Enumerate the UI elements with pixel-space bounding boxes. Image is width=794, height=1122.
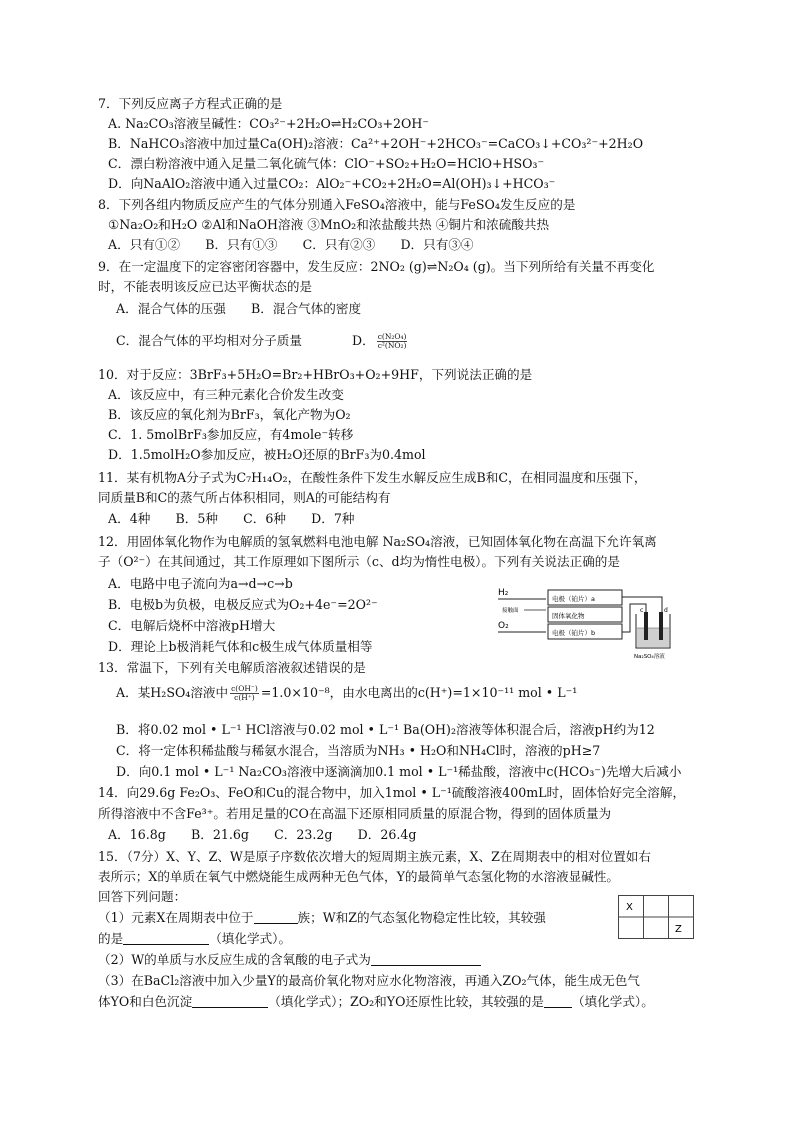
q15-part2-blank <box>371 952 481 966</box>
q11-stem-line2: 同质量B和C的蒸气所占体积相同，则A的可能结构有 <box>98 490 391 505</box>
q11-options: A．4种 B．5种 C．6种 D．7种 <box>108 511 355 526</box>
q12-option-b: B．电极b为负极，电极反应式为O₂+4e⁻=2O²⁻ <box>108 597 378 612</box>
periodic-table-fragment <box>618 895 696 941</box>
solid-oxide-label: 固体氧化物 <box>552 612 585 620</box>
q15-stem-line1: 15．（7分）X、Y、Z、W是原子序数依次增大的短周期主族元素，X、Z在周期表中的相对位置如右 <box>98 849 651 864</box>
beaker-solution <box>637 628 669 647</box>
q14-options: A．16.8g B．21.6g C．23.2g D．26.4g <box>108 827 417 842</box>
q15-part2 <box>98 951 481 969</box>
q13-fraction-denominator: c(H⁺) <box>234 693 255 702</box>
q15-part1-text-a: （1）元素X在周期表中位于 <box>98 910 254 925</box>
table-cell-z: Z <box>675 924 682 935</box>
q15-part1-line2 <box>98 930 291 948</box>
o2-label: O₂ <box>498 621 509 631</box>
table-cell-x: X <box>626 902 633 913</box>
q15-stem-line2: 表所示；X的单质在氧气中燃烧能生成两种无色气体，Y的最简单气态氢化物的水溶液显碱性。 <box>98 869 620 884</box>
electrode-d <box>659 612 663 640</box>
q15-stem-line3: 回答下列问题： <box>98 889 187 904</box>
q11-stem-line1: 11．某有机物A分子式为C₇H₁₄O₂，在酸性条件下发生水解反应生成B和C，在相同温度和压强下， <box>98 470 647 485</box>
q10-option-d: D．1.5molH₂O参加反应，被H₂O还原的BrF₃为0.4mol <box>108 447 426 462</box>
electrode-c-label: c <box>640 607 644 614</box>
electrode-d-label: d <box>664 607 668 614</box>
fuel-cell-diagram <box>494 582 694 662</box>
q13-option-d: D．向0.1 mol • L⁻¹ Na₂CO₃溶液中逐滴滴加0.1 mol • L⁻¹稀盐酸，溶液中c(HCO₃⁻)先增大后减小 <box>116 764 682 779</box>
q9-options-ab: A．混合气体的压强 B．混合气体的密度 <box>116 301 362 316</box>
q8-stem: 8．下列各组内物质反应产生的气体分别通入FeSO₄溶液中，能与FeSO₄发生反应的是 <box>98 197 576 212</box>
q15-part1-text-c: 的是 <box>98 931 124 946</box>
q13-option-a <box>116 684 577 702</box>
q12-option-d: D．理论上b极消耗气体和c极生成气体质量相等 <box>108 639 373 654</box>
q10-stem: 10．对于反应：3BrF₃+5H₂O=Br₂+HBrO₃+O₂+9HF，下列说法正确的是 <box>98 367 533 382</box>
q15-part3-blank-precipitate <box>192 994 268 1008</box>
q10-option-a: A．该反应中，有三种元素化合价发生改变 <box>108 387 344 402</box>
q13-fraction-numerator: c(OH⁻) <box>231 684 258 693</box>
q7-option-b: B．NaHCO₃溶液中加过量Ca(OH)₂溶液：Ca²⁺+2OH⁻+2HCO₃⁻=CaCO₃↓+CO₃²⁻+2H₂O <box>108 136 644 151</box>
q15-part1-blank-group <box>254 910 298 924</box>
q15-part3-line2 <box>98 993 654 1011</box>
electrode-a-label: 电极（铂片）a <box>552 595 595 603</box>
q15-part1-blank-formula <box>123 931 209 945</box>
q8-items: ①Na₂O₂和H₂O ②Al和NaOH溶液 ③MnO₂和浓盐酸共热 ④铜片和浓硫酸共热 <box>108 217 550 232</box>
q15-part1-text-d: （填化学式）。 <box>209 931 292 946</box>
contact-surface-label: 接触面 <box>502 608 519 614</box>
q14-stem-line2: 所得溶液中不含Fe³⁺。若用足量的CO在高温下还原相同质量的原混合物，得到的固体质量为 <box>98 806 612 821</box>
q9-fraction-numerator: c(N₂O₄) <box>377 332 407 341</box>
q12-stem-line2: 子（O²⁻）在其间通过，其工作原理如下图所示（c、d均为惰性电极）。下列有关说法正确的是 <box>98 554 620 569</box>
q9-option-d <box>352 332 409 350</box>
q13-stem: 13．常温下，下列有关电解质溶液叙述错误的是 <box>98 660 366 675</box>
q15-part3-text-c: （填化学式）；ZO₂和YO还原性比较，其较强的是 <box>268 994 544 1009</box>
q10-option-c: C．1. 5molBrF₃参加反应，有4mole⁻转移 <box>108 427 354 442</box>
electrode-c <box>644 612 648 640</box>
q13-option-a-prefix: A．某H₂SO₄溶液中 <box>116 685 229 700</box>
q9-fraction-denominator: c²(NO₂) <box>377 341 407 350</box>
q8-options: A．只有①② B．只有①③ C．只有②③ D．只有③④ <box>108 237 474 252</box>
q15-part3-blank-reductant <box>544 994 572 1008</box>
q7-option-c: C．漂白粉溶液中通入足量二氧化硫气体：ClO⁻+SO₂+H₂O=HClO+HSO₃⁻ <box>108 156 545 171</box>
electrode-b-label: 电极（铂片）b <box>552 629 596 637</box>
q7-option-a: A. Na₂CO₃溶液呈碱性：CO₃²⁻+2H₂O⇌H₂CO₃+2OH⁻ <box>108 116 429 131</box>
q13-option-c: C．将一定体积稀盐酸与稀氨水混合，当溶质为NH₃ • H₂O和NH₄Cl时，溶液的pH≥7 <box>116 743 601 758</box>
q12-option-a: A．电路中电子流向为a→d→c→b <box>108 576 293 591</box>
q9-stem-line1: 9．在一定温度下的定容密闭容器中，发生反应：2NO₂ (g)⇌N₂O₄ (g)。当下列所给有关量不再变化 <box>98 259 655 274</box>
q10-option-b: B．该反应的氧化剂为BrF₃，氧化产物为O₂ <box>108 407 351 422</box>
q15-part3-text-d: （填化学式）。 <box>571 994 654 1009</box>
q15-part2-text: （2）W的单质与水反应生成的含氧酸的电子式为 <box>98 952 371 967</box>
q9-stem-line2: 时，不能表明该反应已达平衡状态的是 <box>98 279 313 294</box>
q14-stem-line1: 14．向29.6g Fe₂O₃、FeO和Cu的混合物中，加入1mol • L⁻¹硫酸溶液400mL时，固体恰好完全溶解， <box>98 785 686 800</box>
q15-part1-line1 <box>98 909 546 927</box>
q9-option-d-label: D． <box>352 333 375 348</box>
q12-option-c: C．电解后烧杯中溶液pH增大 <box>108 618 276 633</box>
q13-option-a-suffix: =1.0×10⁻⁸，由水电离出的c(H⁺)=1×10⁻¹¹ mol • L⁻¹ <box>260 685 578 700</box>
q15-part1-text-b: 族；W和Z的气态氢化物稳定性比较，其较强 <box>297 910 546 925</box>
q7-stem: 7．下列反应离子方程式正确的是 <box>98 96 283 111</box>
q15-part3-text-b: 体YO和白色沉淀 <box>98 994 193 1009</box>
q9-option-c: C．混合气体的平均相对分子质量 <box>116 333 302 348</box>
q13-ion-ratio-fraction <box>230 685 259 702</box>
q9-ratio-fraction <box>377 333 408 350</box>
beaker-solution-label: Na₂SO₄溶液 <box>634 654 665 660</box>
q12-stem-line1: 12．用固体氧化物作为电解质的氢氧燃料电池电解 Na₂SO₄溶液，已知固体氧化物在高温下允许氧离 <box>98 534 657 549</box>
q13-option-b: B．将0.02 mol • L⁻¹ HCl溶液与0.02 mol • L⁻¹ Ba(OH)₂溶液等体积混合后，溶液pH约为12 <box>116 722 655 737</box>
q7-option-d: D．向NaAlO₂溶液中通入过量CO₂：AlO₂⁻+CO₂+2H₂O=Al(OH)₃↓+HCO₃⁻ <box>108 176 556 191</box>
q15-part3-line1: （3）在BaCl₂溶液中加入少量Y的最高价氧化物对应水化物溶液，再通入ZO₂气体，能生成无色气 <box>98 973 640 988</box>
h2-label: H₂ <box>498 588 509 598</box>
